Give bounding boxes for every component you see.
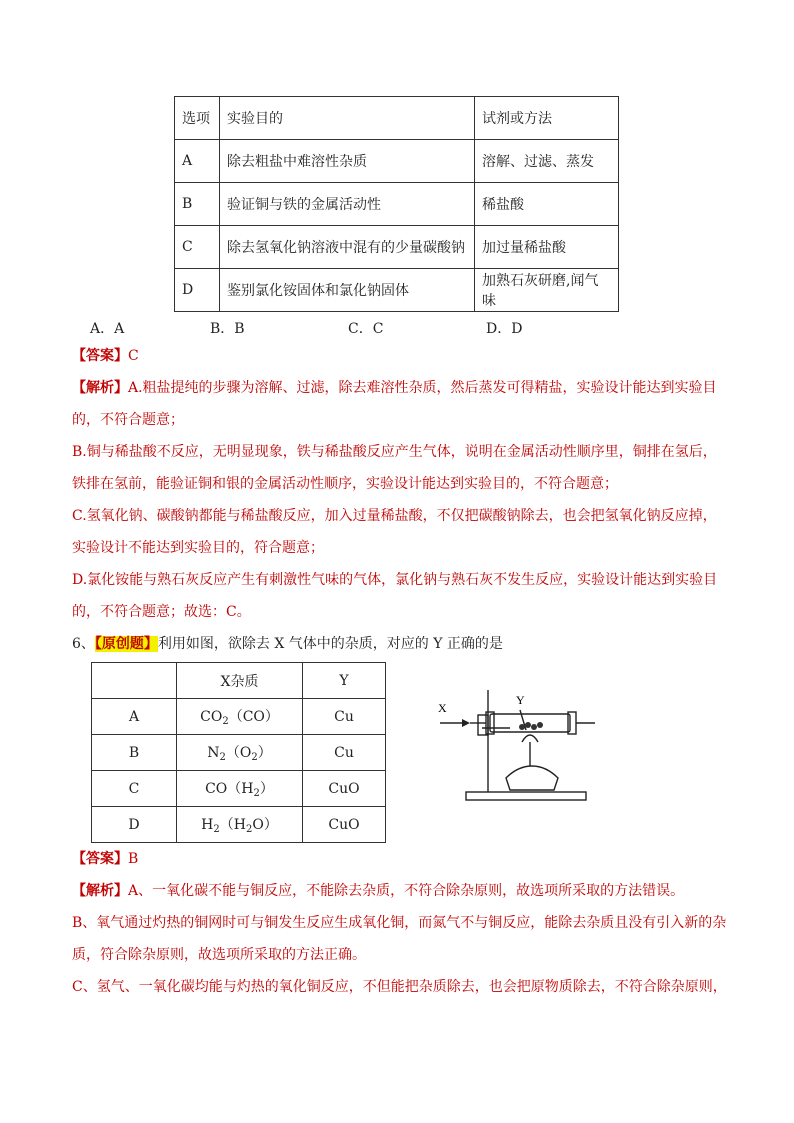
analysis-line: 实验设计不能达到实验目的，符合题意； [72, 540, 324, 556]
header-cell: 实验目的 [220, 97, 475, 140]
analysis-line: 铁排在氢前，能验证铜和银的金属活动性顺序，实验设计能达到实验目的，不符合题意； [72, 476, 618, 492]
table-cell: 加过量稀盐酸 [475, 226, 619, 269]
answer-line-1 [72, 340, 742, 372]
apparatus-diagram [430, 680, 600, 805]
arrow-icon [462, 719, 470, 727]
analysis-block-6 [72, 875, 742, 1003]
table-cell: Cu [303, 699, 386, 735]
table-cell: 除去氢氧化钠溶液中混有的少量碳酸钠 [220, 226, 475, 269]
analysis-text: A.粗盐提纯的步骤为溶解、过滤，除去难溶性杂质，然后蒸发可得精盐，实验设计能达到实验目 [128, 380, 717, 396]
table-row [175, 226, 619, 269]
header-cell: 选项 [175, 97, 220, 140]
table-row [92, 699, 386, 735]
analysis-line: B.铜与稀盐酸不反应，无明显现象，铁与稀盐酸反应产生气体，说明在金属活动性顺序里，铜排在氢后， [72, 444, 717, 460]
table-row [175, 269, 619, 312]
table-cell: C [175, 226, 220, 269]
analysis-line: C.氢氧化钠、碳酸钠都能与稀盐酸反应，加入过量稀盐酸，不仅把碳酸钠除去，也会把氢氧化钠反应掉， [72, 508, 717, 524]
analysis-line: D.氯化铵能与熟石灰反应产生有刺激性气味的气体，氯化钠与熟石灰不发生反应，实验设计能达到实验目 [72, 572, 718, 588]
options-table-2 [91, 662, 386, 843]
question-6 [72, 628, 742, 660]
table-cell: B [92, 735, 177, 771]
table-cell: CuO [303, 807, 386, 843]
original-question-badge: 【原创题】 [94, 636, 158, 652]
table-cell: 加熟石灰研磨,闻气味 [475, 269, 619, 312]
table-cell: A [92, 699, 177, 735]
header-cell: Y [303, 663, 386, 699]
formula-cell: $N_2(O_2)$ [177, 735, 303, 771]
analysis-tag: 【解析】 [72, 883, 128, 899]
header-cell: X杂质 [177, 663, 303, 699]
table-cell: 溶解、过滤、蒸发 [475, 140, 619, 183]
table-cell: 稀盐酸 [475, 183, 619, 226]
analysis-line: 质，符合除杂原则，故选项所采取的方法正确。 [72, 947, 366, 963]
table-row [175, 183, 619, 226]
options-table-1 [174, 96, 619, 312]
answer-value: B [128, 851, 139, 867]
table-cell: 验证铜与铁的金属活动性 [220, 183, 475, 226]
table-row [92, 771, 386, 807]
table-cell: D [92, 807, 177, 843]
analysis-line [72, 875, 742, 907]
header-cell: 试剂或方法 [475, 97, 619, 140]
table-cell: A [175, 140, 220, 183]
option-a: A．A [90, 321, 125, 337]
option-b: B．B [210, 321, 245, 337]
table-cell: B [175, 183, 220, 226]
analysis-text: A、一氧化碳不能与铜反应，不能除去杂质，不符合除杂原则，故选项所采取的方法错误。 [128, 883, 685, 899]
analysis-tag: 【解析】 [72, 380, 128, 396]
formula-cell: $CO_2(CO)$ [177, 699, 303, 735]
option-d: D．D [486, 321, 523, 337]
analysis-line: C、氢气、一氧化碳均能与灼热的氧化铜反应，不但能把杂质除去，也会把原物质除去，不符合除杂原则， [72, 979, 727, 995]
formula-cell: $CO(H_2)$ [177, 771, 303, 807]
table-cell: C [92, 771, 177, 807]
analysis-block-1 [72, 372, 742, 628]
header-cell [92, 663, 177, 699]
question-text: 利用如图，欲除去 X 气体中的杂质，对应的 Y 正确的是 [157, 636, 503, 652]
stand-base [466, 792, 586, 800]
analysis-line: 的，不符合题意； [72, 412, 184, 428]
table-cell: 鉴别氯化铵固体和氯化钠固体 [220, 269, 475, 312]
table-header-row [92, 663, 386, 699]
table-row [175, 140, 619, 183]
option-c: C．C [348, 321, 384, 337]
table-row [92, 807, 386, 843]
table-cell: CuO [303, 771, 386, 807]
question-number: 6、 [72, 636, 95, 652]
answer-line-6 [72, 843, 742, 875]
table-cell: Cu [303, 735, 386, 771]
table-cell: 除去粗盐中难溶性杂质 [220, 140, 475, 183]
analysis-line: 的，不符合题意；故选：C。 [72, 604, 251, 620]
table-row [92, 735, 386, 771]
answer-value: C [128, 348, 139, 364]
label-y: Y [516, 693, 525, 707]
label-x: X [438, 701, 447, 715]
analysis-line [72, 372, 742, 404]
answer-tag: 【答案】 [72, 348, 128, 364]
answer-tag: 【答案】 [72, 851, 128, 867]
table-header-row [175, 97, 619, 140]
table-cell: D [175, 269, 220, 312]
formula-cell: $H_2(H_2O)$ [177, 807, 303, 843]
analysis-line: B、氧气通过灼热的铜网时可与铜发生反应生成氧化铜，而氮气不与铜反应，能除去杂质且没有引入新的杂 [72, 915, 727, 931]
copper-mesh-icon [519, 722, 543, 730]
